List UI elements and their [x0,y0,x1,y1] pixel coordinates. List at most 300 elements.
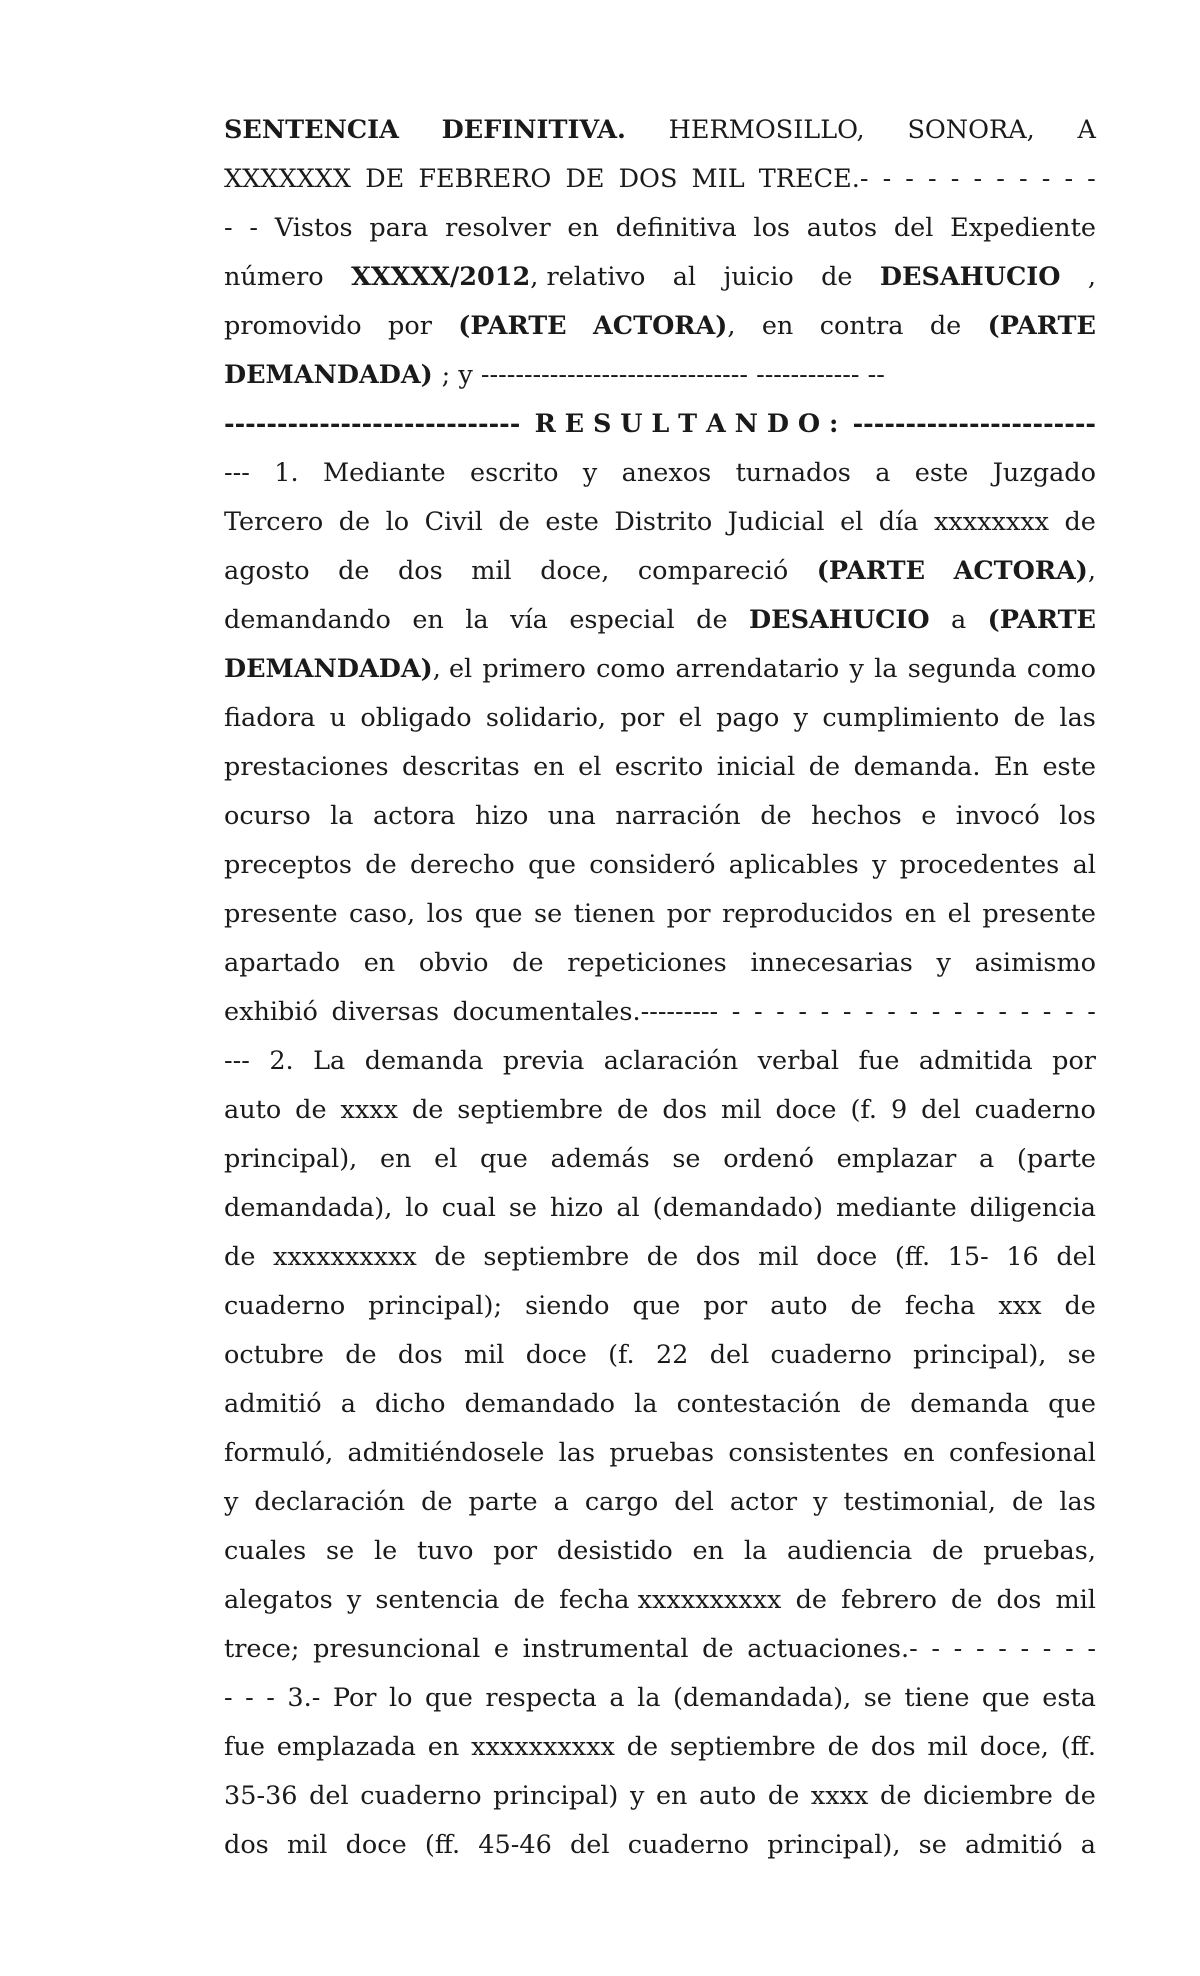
word [775,1086,836,1135]
text-run: (parte [1016,1144,1096,1174]
text-run: de [498,507,530,537]
text-run: admitió [964,1830,1063,1860]
text-line [224,449,1096,498]
text-run: lo [385,507,410,537]
word [419,939,489,988]
text-run: de [646,1242,679,1272]
word [975,1086,1096,1135]
text-run: presente [982,899,1096,929]
text-run: --- [224,1046,250,1076]
text-line [224,596,1096,645]
word [811,1772,869,1821]
word [567,939,727,988]
word [770,1282,827,1331]
word [637,1674,660,1723]
word [224,792,311,841]
text-run: se [326,1536,355,1566]
text-run: doce [816,1242,878,1272]
text-run: demandado [464,1389,616,1419]
text-run: como [1026,654,1096,684]
text-run: el [434,1144,458,1174]
word [841,1576,937,1625]
text-run: principal), [224,1144,358,1174]
word [1027,645,1096,694]
word [346,1821,407,1870]
word [224,253,324,302]
word [676,645,840,694]
text-run: de [827,1732,859,1762]
text-run: mil [1055,1585,1096,1615]
word [753,204,790,253]
word [224,939,340,988]
text-run: que [528,850,576,880]
word [1021,1625,1030,1674]
text-run: principal); [368,1291,503,1321]
text-line [224,1674,1096,1723]
word [405,1184,429,1233]
text-run: e [493,1634,510,1664]
text-run: en [567,213,599,243]
text-run: 35-36 [224,1781,298,1811]
word [540,547,609,596]
text-run: lo [405,1193,429,1223]
text-run: admitiéndosele [347,1438,545,1468]
word [1012,1478,1043,1527]
text-run: por [620,703,665,733]
word [224,890,338,939]
word [465,1380,615,1429]
text-run: de [950,1585,983,1615]
word [442,351,885,400]
word [997,1576,1042,1625]
text-run: de [1064,1781,1096,1811]
word [853,400,1096,449]
word [364,939,396,988]
word [758,1037,839,1086]
text-run: de [512,948,544,978]
text-run: - [266,1683,275,1713]
word [1061,1723,1096,1772]
text-run: por [1052,1046,1096,1076]
word [840,498,863,547]
word [545,498,599,547]
word [872,841,886,890]
text-run: de [760,801,792,831]
word [854,743,981,792]
text-run: de [365,850,397,880]
word [224,1674,233,1723]
text-run: al [1072,850,1096,880]
word [442,106,626,155]
text-run: Juzgado [992,458,1096,488]
text-run: documentales.--------- [452,997,719,1027]
text-run: del [674,1487,714,1517]
word [330,792,353,841]
text-run: inicial [716,752,796,782]
text-line [224,1135,1096,1184]
text-run: - [1065,1634,1074,1664]
text-run: aplicables [728,850,859,880]
word [313,1037,345,1086]
text-run: cumplimiento [822,703,1000,733]
text-run: además [550,1144,650,1174]
text-run: arrendatario [675,654,840,684]
word [883,155,892,204]
text-run: - [865,997,874,1027]
text-run: doce [345,1830,407,1860]
word [628,1821,749,1870]
word [811,792,902,841]
word [798,988,807,1037]
text-run: 3.- [287,1683,321,1713]
text-run: de [929,311,962,341]
text-run: cuales [224,1536,307,1566]
text-run: innecesarias [750,948,913,978]
word [983,1527,1096,1576]
word [323,449,446,498]
text-run: 16 [1006,1242,1039,1272]
word [921,792,936,841]
word [548,792,596,841]
word [693,1527,725,1576]
word [672,1135,700,1184]
text-run: DE [565,164,605,194]
word [809,743,840,792]
text-run: , relativo [530,262,646,292]
word [224,1772,298,1821]
word [471,547,512,596]
word [412,596,444,645]
word [331,988,439,1037]
word [656,1772,688,1821]
word [380,1135,412,1184]
word [224,498,323,547]
text-run: --- [224,458,250,488]
word [224,841,352,890]
text-run: septiembre [457,1095,604,1125]
word [534,890,562,939]
text-run: se [863,1683,892,1713]
text-line [224,988,1096,1037]
word [762,302,794,351]
text-run: verbal [757,1046,840,1076]
word [647,1233,678,1282]
word [1056,1233,1096,1282]
text-run: (f. [850,1095,878,1125]
word [421,1478,452,1527]
word [365,1037,484,1086]
text-run: doce [775,1095,837,1125]
text-run: siendo [525,1291,610,1321]
text-run: emplazar [836,1144,957,1174]
document-body [224,106,1096,1870]
word [949,1429,1096,1478]
text-run: admitida [918,1046,1033,1076]
text-line [224,1233,1096,1282]
word [633,1282,681,1331]
word [347,1429,544,1478]
word [224,1821,269,1870]
text-run: demanda [364,1046,484,1076]
text-run: (ff. [894,1242,931,1272]
text-run: declaración [254,1487,406,1517]
text-run: que [480,1144,528,1174]
text-run: anexos [621,458,712,488]
text-run: y [346,1585,362,1615]
word [1081,1821,1096,1870]
text-line [224,204,1096,253]
text-run: - [820,997,830,1027]
text-run: alegatos [224,1585,333,1615]
word [224,988,318,1037]
word [749,596,930,645]
word [674,1478,714,1527]
word [948,890,971,939]
word [330,694,346,743]
text-run: escrito [614,752,704,782]
text-run: para [369,213,429,243]
text-run: en [692,1536,725,1566]
text-line [224,1282,1096,1331]
text-run: - [909,997,919,1027]
text-run: reproducidos [722,899,894,929]
word [723,1135,814,1184]
word [875,449,890,498]
word [273,1233,417,1282]
text-run: 15- [947,1242,989,1272]
text-line [224,694,1096,743]
word [434,1233,465,1282]
word [249,204,258,253]
word [617,1086,648,1135]
text-run: previa [502,1046,585,1076]
word [905,1282,975,1331]
word [295,1086,326,1135]
text-run: Mediante [322,458,446,488]
text-run: de [224,1242,256,1272]
text-run: invocó [955,801,1040,831]
text-line [224,1625,1096,1674]
text-run: - [998,1634,1007,1664]
text-run: admitió [224,1389,322,1419]
word [224,596,391,645]
word [287,1674,320,1723]
text-run: - [798,997,808,1027]
word [837,1135,957,1184]
text-run: e [921,801,937,831]
text-run: de [1064,507,1096,537]
text-run: xxxx [810,1781,869,1811]
text-run: tienen [573,899,656,929]
text-run: (f. [608,1340,635,1370]
text-run: en [379,1144,412,1174]
text-run: consistentes [728,1438,889,1468]
word [923,1772,1053,1821]
text-run: instrumental [522,1634,689,1664]
word [948,1233,989,1282]
text-run: DE [365,164,405,194]
word [583,449,597,498]
word [850,1086,877,1135]
word [950,204,1096,253]
word [822,694,999,743]
text-run: Expediente [950,213,1096,243]
text-line [224,1772,1096,1821]
word [993,449,1096,498]
text-line [224,939,1096,988]
text-run: a [553,1487,569,1517]
text-run: la [330,801,354,831]
word [759,155,869,204]
bold-text: (PARTE [816,556,926,586]
word [434,1135,457,1184]
text-run: lo [389,1683,413,1713]
word [732,988,741,1037]
word [498,498,529,547]
text-run: obligado [360,703,472,733]
word [975,939,1096,988]
word [389,1674,413,1723]
word [1042,1674,1096,1723]
text-run: 2. [269,1046,294,1076]
word [744,1527,767,1576]
word [224,204,233,253]
text-run: febrero [841,1585,937,1615]
text-run: exhibió [224,997,318,1027]
word [821,988,830,1037]
text-run: por [388,311,432,341]
word [417,1527,473,1576]
text-run: que [632,1291,681,1321]
text-run: de [1013,703,1046,733]
text-run: del [709,1340,750,1370]
text-run: - [998,997,1007,1027]
word [551,1135,650,1184]
word [410,841,515,890]
text-run: especial [569,605,675,635]
word [730,1478,797,1527]
word [313,1625,480,1674]
text-line [224,1086,1096,1135]
word [465,596,488,645]
word [627,1723,658,1772]
text-run: diciembre [923,1781,1053,1811]
text-run: fiadora [224,703,316,733]
text-run: de [513,1585,545,1615]
text-run: - [950,164,960,194]
text-run: en [427,1732,460,1762]
word [614,498,712,547]
text-run: resolver [445,213,551,243]
text-run: fue [858,1046,900,1076]
text-run: a [609,1683,625,1713]
word [224,1135,357,1184]
word [482,645,585,694]
word [988,596,1096,645]
bold-text: XXXXX/2012 [351,262,531,292]
text-run: este [545,507,599,537]
text-run: (ff. [1060,1732,1096,1762]
word [523,1625,689,1674]
word [224,1576,333,1625]
word [386,498,410,547]
bold-text: ACTORA) [953,556,1088,586]
word [722,890,893,939]
text-run: dos [397,556,443,586]
word [994,743,1029,792]
text-run: solidario, [485,703,606,733]
text-line [224,1429,1096,1478]
word [864,1674,892,1723]
text-run: derecho [410,850,515,880]
word [1059,792,1096,841]
word [679,694,702,743]
text-run: demandando [224,605,391,635]
text-run: que [981,1683,1030,1713]
text-run: - [731,997,741,1027]
text-run: contestación [676,1389,841,1419]
text-run: (ff. [424,1830,461,1860]
text-run: septiembre [483,1242,630,1272]
text-run: - [224,1683,233,1713]
text-run: demanda. [853,752,981,782]
word [1068,1331,1096,1380]
text-run: y [872,850,887,880]
text-run: - [1087,164,1096,194]
word [908,645,1017,694]
word [585,1478,658,1527]
text-run: del [893,213,934,243]
text-run: - [953,1634,963,1664]
text-run: de [808,752,841,782]
text-run: el [840,507,864,537]
word [998,1625,1007,1674]
word [554,1478,569,1527]
word [758,1233,799,1282]
text-line [224,400,1096,449]
text-run: - [842,997,852,1027]
text-run: , el [432,654,473,684]
word [954,547,1096,596]
word [369,204,428,253]
word [965,1821,1063,1870]
text-run: del [309,1781,349,1811]
word [817,547,925,596]
word [996,155,1005,204]
word [903,1429,935,1478]
text-run: xxxxxxxx [933,507,1049,537]
text-run: cuaderno [360,1781,482,1811]
word [754,988,763,1037]
word [418,155,551,204]
bold-text: R E S U L T A N D O : [534,409,839,439]
word [224,1184,392,1233]
word [858,1037,899,1086]
text-run: , [1087,262,1096,292]
word [365,841,396,890]
text-run: al [616,1193,640,1223]
text-run: septiembre [669,1732,816,1762]
word [608,1331,635,1380]
text-run: número [224,262,324,292]
word [224,155,351,204]
word [982,1674,1030,1723]
text-run: caso, [349,899,416,929]
word [373,792,455,841]
word [1059,1478,1095,1527]
word [910,1380,1029,1429]
text-run: de [859,1389,892,1419]
